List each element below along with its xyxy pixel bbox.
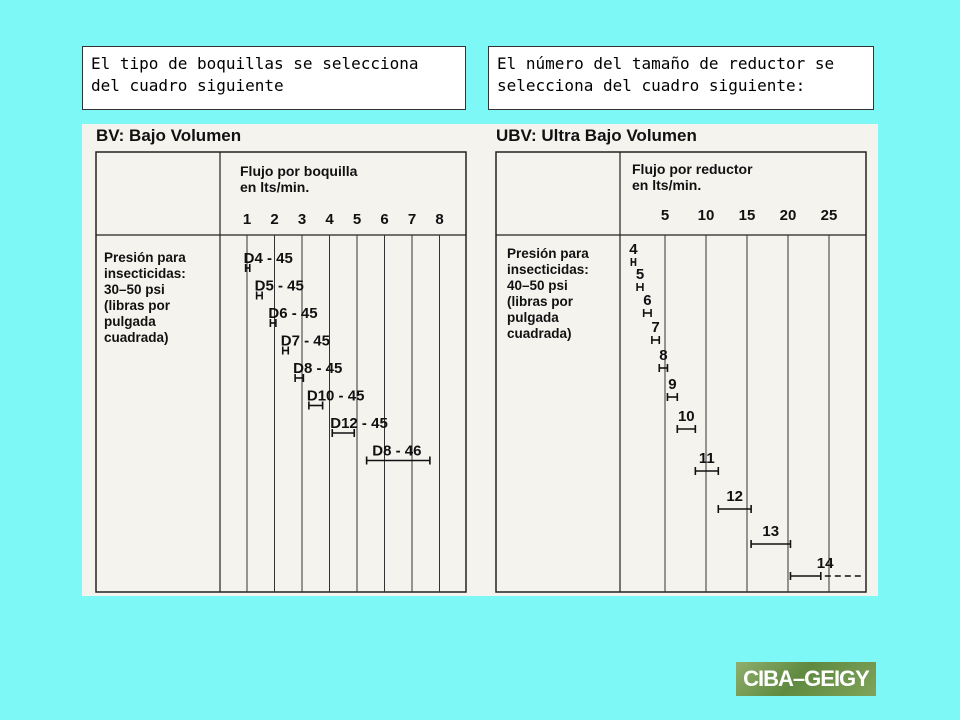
ubv-pressure-line: insecticidas: <box>507 262 589 277</box>
ubv-reducer-label: 5 <box>635 266 645 283</box>
ciba-geigy-logo <box>736 662 876 696</box>
ubv-column-label: 25 <box>820 207 838 224</box>
bv-pressure-line: Presión para <box>104 250 186 265</box>
bv-nozzle-bars <box>244 250 430 465</box>
ubv-column-label: 20 <box>779 207 797 224</box>
bv-flow-header-2: en lts/min. <box>240 179 310 195</box>
bv-column-label: 2 <box>270 211 279 228</box>
bv-flow-header-1: Flujo por boquilla <box>240 163 358 179</box>
ubv-pressure-line: (libras por <box>507 294 574 309</box>
ubv-reducer-label: 6 <box>643 292 652 309</box>
ubv-pressure-text <box>507 246 589 341</box>
bv-nozzle-label: D8 - 45 <box>293 360 343 377</box>
ubv-reducer-label: 10 <box>677 408 695 425</box>
left-caption: El tipo de boquillas se selecciona del cuadro siguiente <box>82 46 466 110</box>
ubv-reducer-label: 14 <box>816 555 834 572</box>
ubv-pressure-line: cuadrada) <box>507 326 572 341</box>
bv-nozzle-label: D10 - 45 <box>306 387 365 405</box>
bv-column-label: 6 <box>380 211 389 228</box>
bv-pressure-line: pulgada <box>104 314 156 329</box>
right-caption: El número del tamaño de reductor se selecciona del cuadro siguiente: <box>488 46 874 110</box>
bv-nozzle-label: D5 - 45 <box>254 277 304 295</box>
bv-title: BV: Bajo Volumen <box>96 126 242 145</box>
ubv-reducer-label: 7 <box>651 319 660 336</box>
ubv-reducer-label: 11 <box>698 450 715 467</box>
ubv-pressure-line: 40–50 psi <box>507 278 568 293</box>
bv-pressure-line: 30–50 psi <box>104 282 165 297</box>
ubv-pressure-line: Presión para <box>507 246 589 261</box>
logo-text: CIBA–GEIGY <box>743 666 869 691</box>
ubv-reducer-label: 8 <box>659 347 668 364</box>
bv-column-label: 1 <box>242 211 252 228</box>
scanned-chart-image <box>82 124 878 596</box>
ubv-column-label: 5 <box>660 207 670 224</box>
ubv-flow-header-2: en lts/min. <box>632 177 702 193</box>
ubv-title: UBV: Ultra Bajo Volumen <box>496 126 697 145</box>
bv-nozzle-label: D4 - 45 <box>243 250 293 267</box>
ubv-reducer-label: 13 <box>762 523 780 540</box>
bv-nozzle-label: D6 - 45 <box>268 305 318 322</box>
ubv-reducer-label: 9 <box>668 376 677 393</box>
ubv-table <box>496 126 866 592</box>
bv-table <box>96 126 466 592</box>
ubv-columns <box>661 207 838 592</box>
bv-column-label: 3 <box>297 211 307 228</box>
bv-column-label: 5 <box>352 211 362 228</box>
ubv-pressure-line: pulgada <box>507 310 559 325</box>
bv-nozzle-label: D8 - 46 <box>372 442 422 460</box>
ubv-column-label: 15 <box>738 207 756 224</box>
bv-pressure-text <box>104 250 186 345</box>
ubv-column-label: 10 <box>697 207 715 224</box>
bv-nozzle-label: D7 - 45 <box>280 332 330 350</box>
ubv-reducer-label: 12 <box>726 488 744 505</box>
ubv-reducer-label: 4 <box>629 241 638 258</box>
ubv-flow-header-1: Flujo por reductor <box>632 161 753 177</box>
bv-column-label: 4 <box>325 211 334 228</box>
bv-pressure-line: (libras por <box>104 298 171 313</box>
bv-nozzle-label: D12 - 45 <box>330 415 388 432</box>
bv-pressure-line: cuadrada) <box>104 330 169 345</box>
bv-pressure-line: insecticidas: <box>104 266 186 281</box>
bv-column-label: 8 <box>435 211 444 228</box>
bv-column-label: 7 <box>407 211 417 228</box>
